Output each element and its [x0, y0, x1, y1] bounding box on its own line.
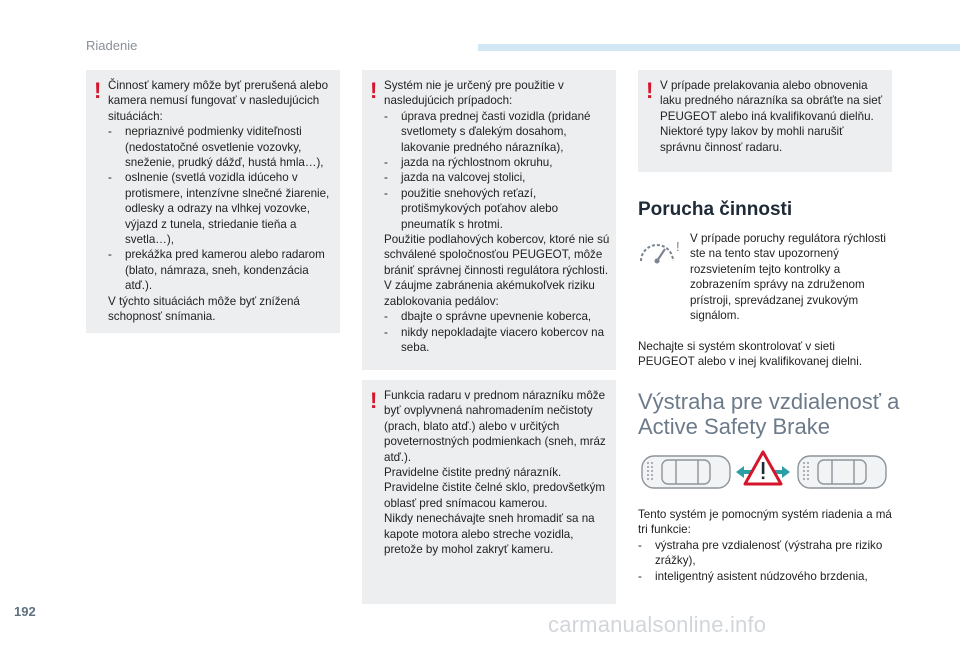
box2-item: - použitie snehových reťazí, protišmykových poťahov alebo pneumatík s hrotmi. — [384, 186, 614, 232]
malfunction-icon-text: V prípade poruchy regulátora rýchlosti ste na tento stav upozornený rozsvietením tejto kontrolky a zobrazením správy na združenom prístroji, sprevádzanej zvukovým signálom. — [690, 232, 886, 323]
box2-item: - jazda na valcovej stolici, — [384, 170, 614, 185]
box1-item: - nepriaznivé podmienky viditeľnosti (nedostatočné osvetlenie vozovky, sneženie, prudký dážď, hustá hmla…), — [108, 124, 336, 170]
watermark: carmanualsonline.info — [548, 612, 767, 637]
box1-outro: V týchto situáciách môže byť znížená schopnosť snímania. — [108, 294, 300, 324]
box2-item: - nikdy nepokladajte viacero kobercov na seba. — [384, 325, 614, 356]
box1-item: - oslnenie (svetlá vozidla idúceho v protismere, intenzívne slnečné žiarenie, odlesky a odrazy na vlhkej vozovke, výjazd z tunela, striedanie tieňa a svetla…), — [108, 170, 336, 247]
camera-notice-box — [86, 70, 340, 333]
collision-warning-illustration — [640, 448, 890, 503]
distance-item: - inteligentný asistent núdzového brzdenia, — [638, 569, 892, 584]
box2-intro: Systém nie je určený pre použitie v nasledujúcich prípadoch: — [384, 79, 564, 108]
distance-item: - výstraha pre vzdialenosť (výstraha pre riziko zrážky), — [638, 538, 892, 569]
warning-icon: ! — [646, 78, 654, 103]
box2-para1: Použitie podlahových kobercov, ktoré nie sú schválené spoločnosťou PEUGEOT, môže brániť správnej činnosti regulátora rýchlosti. — [384, 233, 610, 277]
distance-intro: Tento systém je pomocným systém riadenia a má tri funkcie: — [638, 508, 892, 537]
malfunction-title: Porucha činnosti — [638, 199, 793, 220]
malfunction-text: Nechajte si systém skontrolovať v sieti PEUGEOT alebo v inej kvalifikovanej dielni. — [638, 340, 863, 369]
box4-text: V prípade prelakovania alebo obnovenia laku predného nárazníka sa obráťte na sieť PEUGEOT alebo iná kvalifikovanú dielňu. Niektoré typy lakov by mohli narušiť správnu činnosť radaru. — [660, 79, 883, 154]
box2-item: - úprava prednej časti vozidla (pridané svetlomety s ďalekým dosahom, lakovanie predného nárazníka), — [384, 109, 614, 155]
car-icon — [642, 456, 730, 488]
warning-icon: ! — [94, 78, 102, 103]
box1-intro: Činnosť kamery môže byť prerušená alebo kamera nemusí fungovať v nasledujúcich situáciách: — [108, 79, 329, 123]
page-number: 192 — [14, 604, 36, 619]
box3-p3: Pravidelne čistite čelné sklo, predovšetkým oblasť pred snímacou kamerou. — [384, 481, 606, 510]
section-header: Riadenie — [86, 38, 138, 53]
box2-item: - jazda na rýchlostnom okruhu, — [384, 155, 614, 170]
box3-p2: Pravidelne čistite predný nárazník. — [384, 466, 562, 480]
box3-p1: Funkcia radaru v prednom nárazníku môže byť ovplyvnená nahromadením nečistoty (prach, blato atď.) alebo v určitých poveternostných podmienkach (sneh, mráz atď.). — [384, 389, 606, 464]
svg-text:!: ! — [676, 239, 680, 254]
bumper-paint-box — [638, 70, 892, 172]
car-icon — [798, 456, 886, 488]
speedometer-warning-icon — [636, 233, 682, 274]
warning-triangle-icon — [745, 452, 781, 484]
box1-item: - prekážka pred kamerou alebo radarom (blato, námraza, sneh, kondenzácia atď.). — [108, 247, 336, 293]
box3-p4: Nikdy nenechávajte sneh hromadiť sa na kapote motora alebo streche vozidla, pretože by mohol zakryť kameru. — [384, 512, 595, 557]
header-rule — [478, 44, 960, 51]
system-limits-box — [362, 70, 616, 370]
warning-icon: ! — [370, 388, 378, 413]
distance-alert-title: Výstraha pre vzdialenosť a Active Safety Brake — [638, 389, 900, 439]
radar-cleaning-box — [362, 380, 616, 604]
warning-icon: ! — [370, 78, 378, 103]
box2-item: - dbajte o správne upevnenie koberca, — [384, 309, 614, 324]
box2-para2: V záujme zabránenia akémukoľvek riziku zablokovania pedálov: — [384, 279, 595, 308]
